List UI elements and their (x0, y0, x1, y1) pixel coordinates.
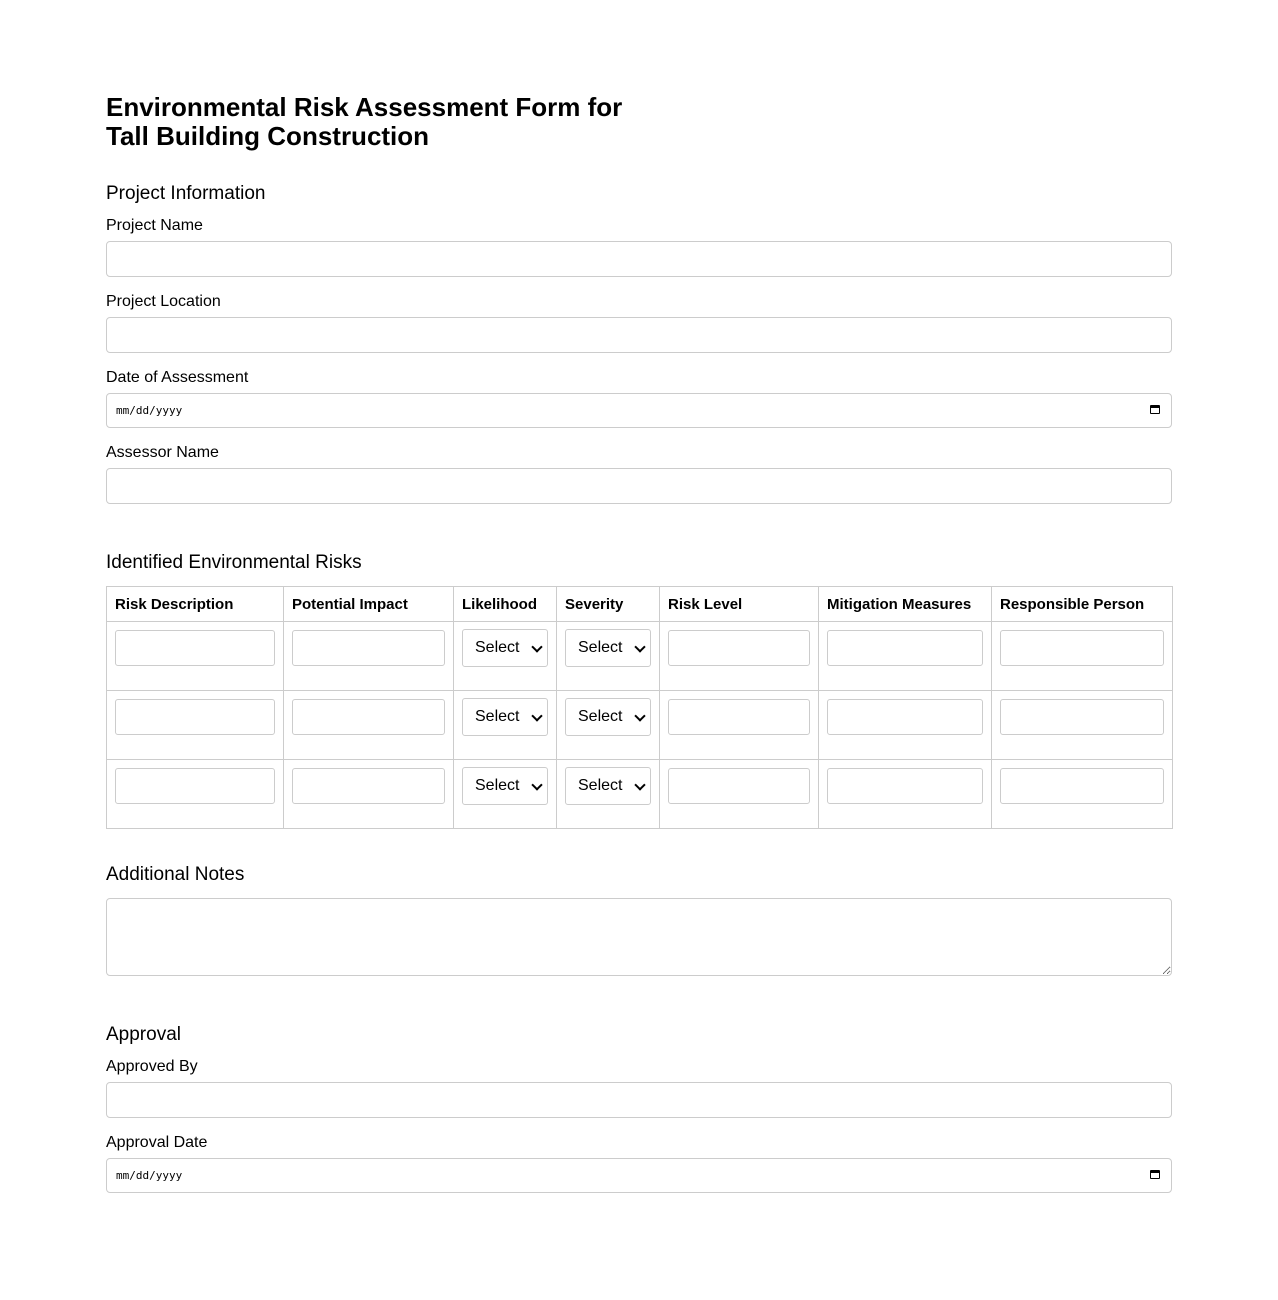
table-row (107, 622, 1173, 691)
column-header-likelihood: Likelihood (454, 587, 557, 622)
table-header-row (107, 587, 1173, 622)
approved-by-input[interactable] (106, 1082, 1172, 1118)
chevron-down-icon (634, 710, 645, 721)
assessment-date-label: Date of Assessment (106, 369, 249, 386)
risk-level-input[interactable] (668, 768, 810, 804)
assessment-date-input[interactable] (106, 393, 1172, 428)
table-row (107, 691, 1173, 760)
notes-heading: Additional Notes (106, 864, 245, 885)
cell-risk-level (660, 760, 819, 829)
select-value: Select (578, 708, 623, 725)
page-title: Environmental Risk Assessment Form for Tall Building Construction (106, 92, 623, 151)
mitigation-measures-input[interactable] (827, 768, 983, 804)
responsible-person-input[interactable] (1000, 768, 1164, 804)
severity-select[interactable] (565, 629, 651, 667)
project-info-heading: Project Information (106, 183, 266, 204)
likelihood-select[interactable] (462, 767, 548, 805)
risk-description-input[interactable] (115, 768, 275, 804)
mitigation-measures-input[interactable] (827, 699, 983, 735)
cell-responsible-person (992, 691, 1173, 760)
approval-date-input[interactable] (106, 1158, 1172, 1193)
potential-impact-input[interactable] (292, 768, 445, 804)
cell-potential-impact (284, 622, 454, 691)
column-header-risk-description: Risk Description (107, 587, 284, 622)
potential-impact-input[interactable] (292, 630, 445, 666)
potential-impact-input[interactable] (292, 699, 445, 735)
date-placeholder: mm/dd/yyyy (116, 1169, 183, 1182)
assessor-name-input[interactable] (106, 468, 1172, 504)
column-header-responsible-person: Responsible Person (992, 587, 1173, 622)
cell-risk-description (107, 691, 284, 760)
likelihood-select[interactable] (462, 629, 548, 667)
cell-likelihood (454, 622, 557, 691)
severity-select[interactable] (565, 698, 651, 736)
risk-level-input[interactable] (668, 699, 810, 735)
chevron-down-icon (634, 641, 645, 652)
project-name-input[interactable] (106, 241, 1172, 277)
select-value: Select (578, 777, 623, 794)
chevron-down-icon (531, 641, 542, 652)
calendar-icon[interactable] (1150, 1170, 1160, 1179)
severity-select[interactable] (565, 767, 651, 805)
responsible-person-input[interactable] (1000, 699, 1164, 735)
select-value: Select (578, 639, 623, 656)
cell-mitigation-measures (819, 691, 992, 760)
risks-table (106, 586, 1173, 829)
column-header-risk-level: Risk Level (660, 587, 819, 622)
column-header-severity: Severity (557, 587, 660, 622)
cell-mitigation-measures (819, 760, 992, 829)
cell-risk-description (107, 760, 284, 829)
project-location-label: Project Location (106, 293, 221, 310)
assessor-name-label: Assessor Name (106, 444, 219, 461)
select-value: Select (475, 639, 520, 656)
cell-severity (557, 622, 660, 691)
risk-description-input[interactable] (115, 630, 275, 666)
column-header-mitigation-measures: Mitigation Measures (819, 587, 992, 622)
cell-responsible-person (992, 622, 1173, 691)
select-value: Select (475, 777, 520, 794)
risk-level-input[interactable] (668, 630, 810, 666)
approved-by-label: Approved By (106, 1058, 198, 1075)
risk-description-input[interactable] (115, 699, 275, 735)
calendar-icon[interactable] (1150, 405, 1160, 414)
cell-potential-impact (284, 760, 454, 829)
cell-risk-level (660, 622, 819, 691)
cell-risk-level (660, 691, 819, 760)
column-header-potential-impact: Potential Impact (284, 587, 454, 622)
date-placeholder: mm/dd/yyyy (116, 404, 183, 417)
project-name-label: Project Name (106, 217, 203, 234)
cell-severity (557, 760, 660, 829)
additional-notes-textarea[interactable] (106, 898, 1172, 976)
cell-responsible-person (992, 760, 1173, 829)
cell-mitigation-measures (819, 622, 992, 691)
responsible-person-input[interactable] (1000, 630, 1164, 666)
approval-date-label: Approval Date (106, 1134, 208, 1151)
mitigation-measures-input[interactable] (827, 630, 983, 666)
likelihood-select[interactable] (462, 698, 548, 736)
approval-heading: Approval (106, 1024, 181, 1045)
chevron-down-icon (634, 779, 645, 790)
cell-risk-description (107, 622, 284, 691)
project-location-input[interactable] (106, 317, 1172, 353)
select-value: Select (475, 708, 520, 725)
cell-likelihood (454, 760, 557, 829)
cell-potential-impact (284, 691, 454, 760)
chevron-down-icon (531, 779, 542, 790)
table-row (107, 760, 1173, 829)
chevron-down-icon (531, 710, 542, 721)
risks-heading: Identified Environmental Risks (106, 552, 362, 573)
cell-severity (557, 691, 660, 760)
cell-likelihood (454, 691, 557, 760)
